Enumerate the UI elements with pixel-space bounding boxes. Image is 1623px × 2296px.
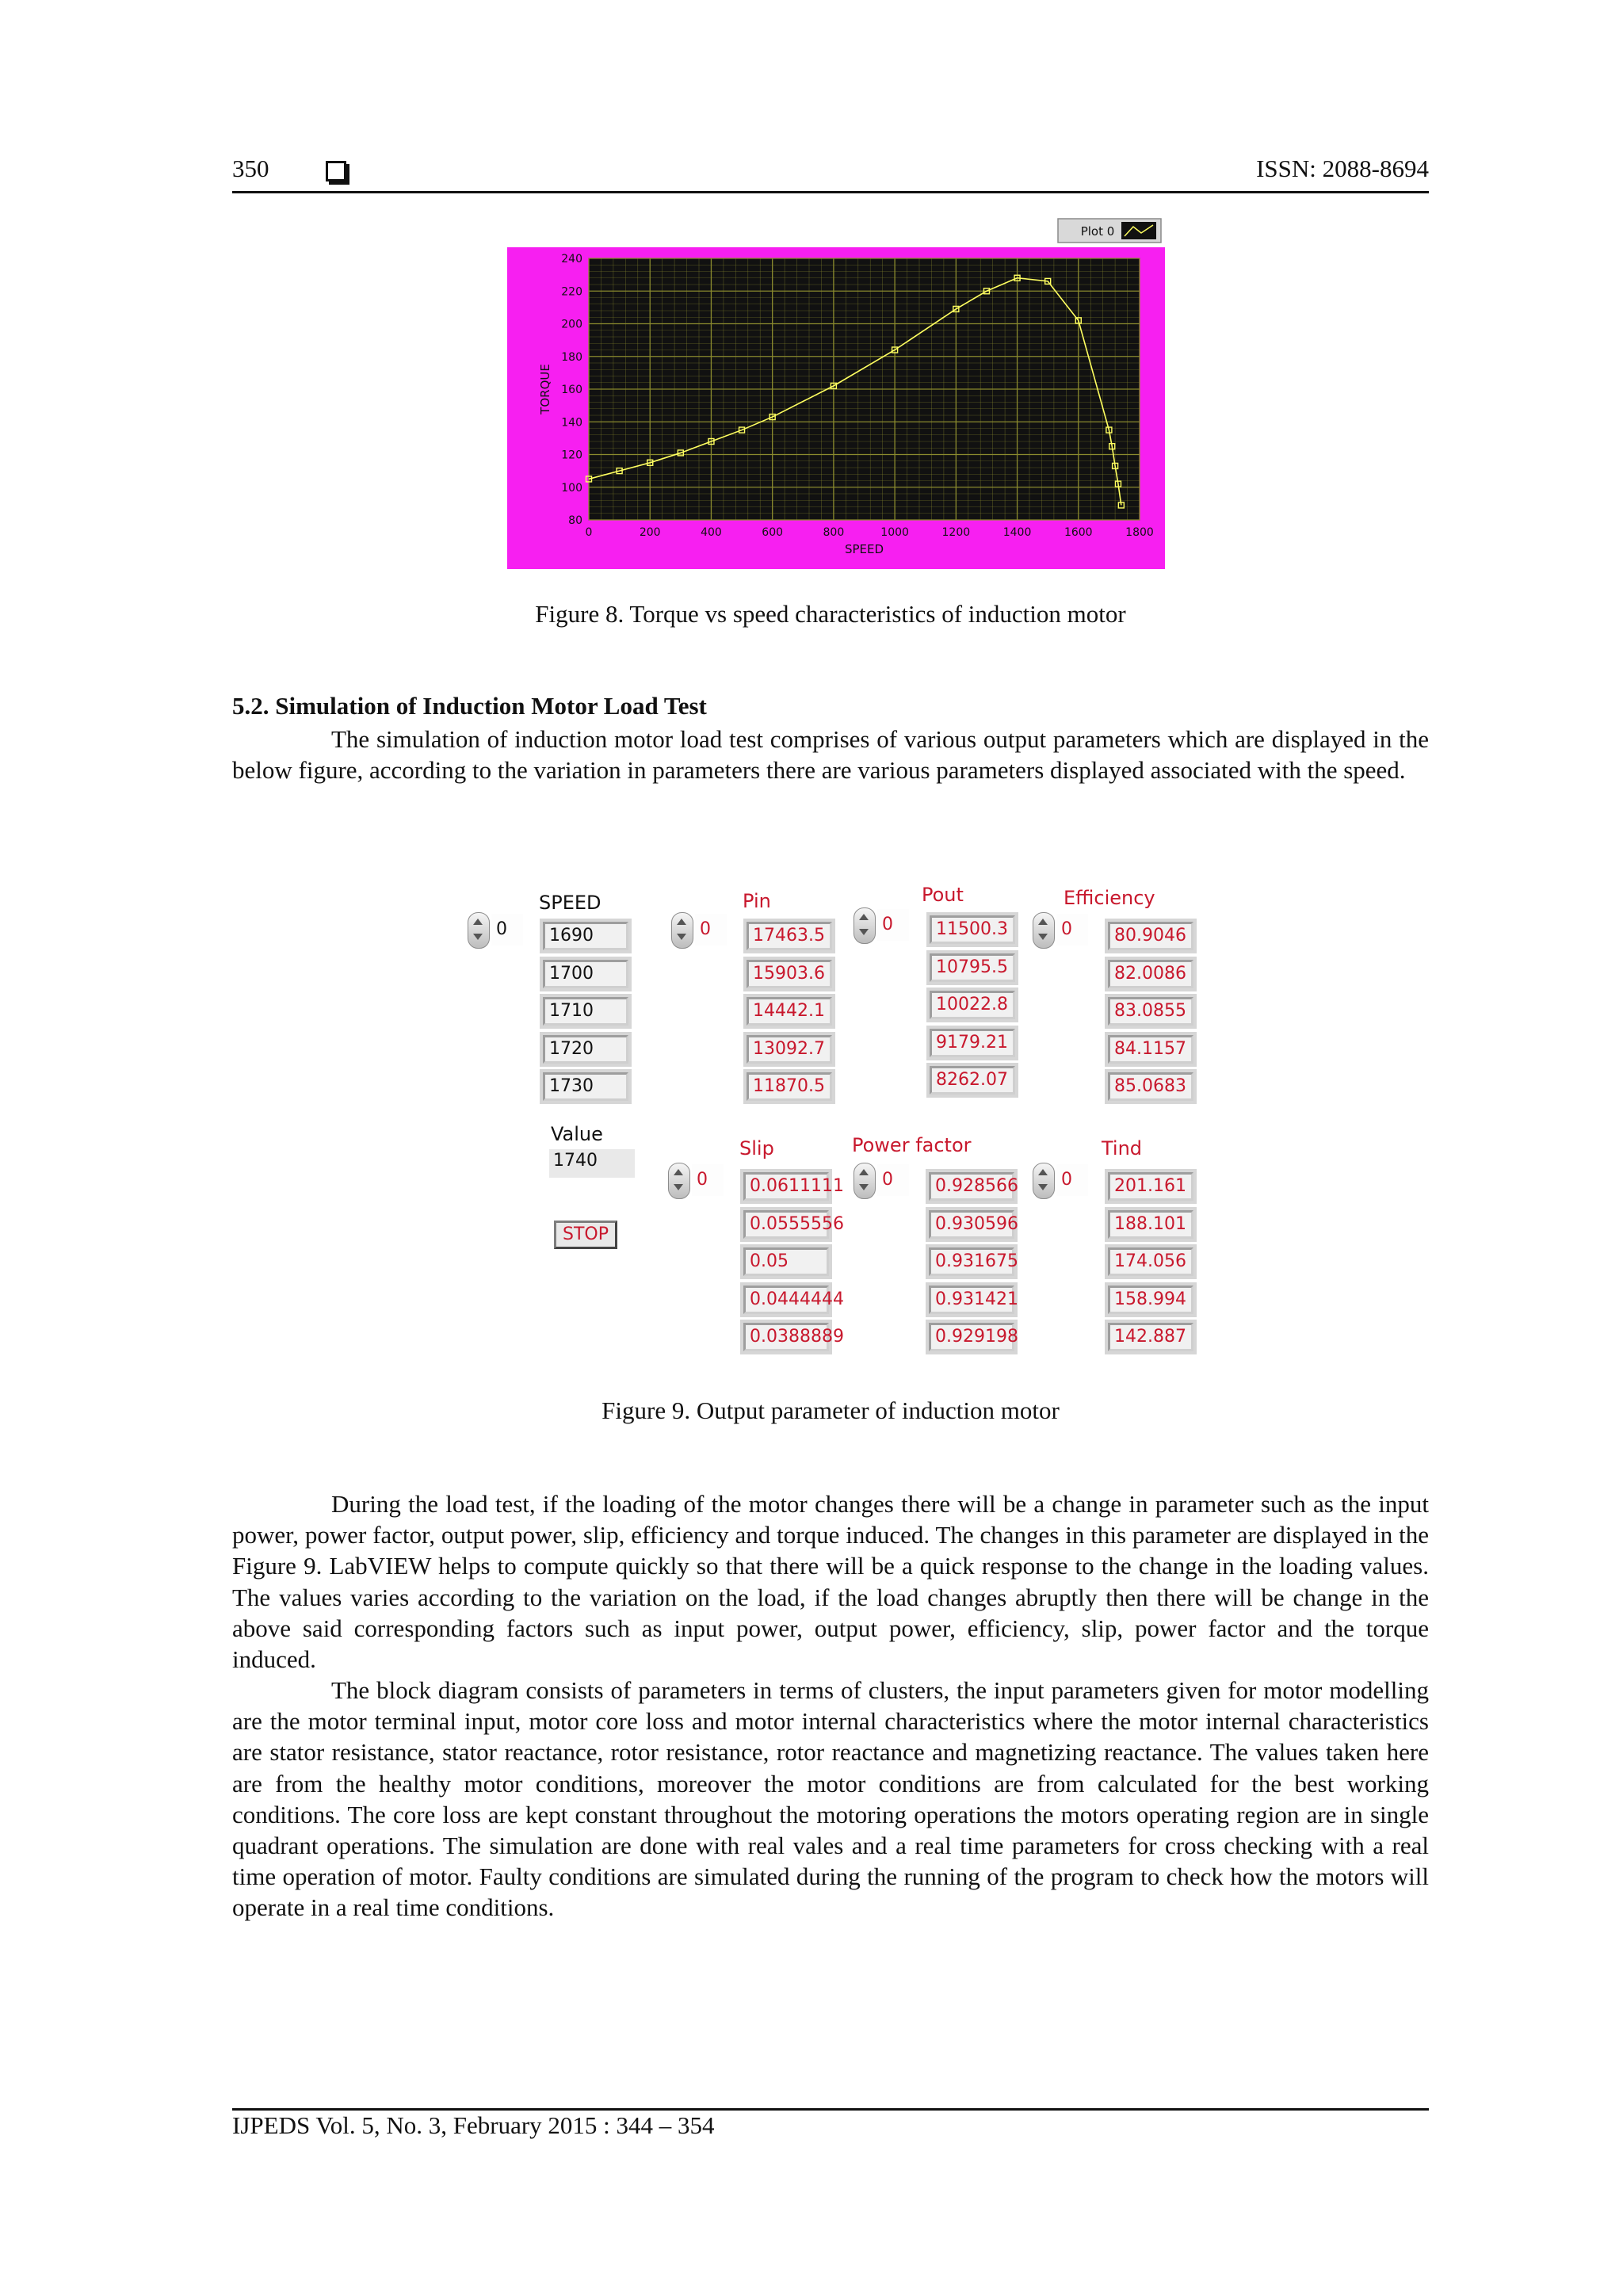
x-tick-label: 1000: [880, 526, 909, 539]
array-element: 15903.6: [747, 960, 832, 988]
y-tick-label: 200: [561, 318, 582, 331]
group-title-tind: Tind: [1102, 1137, 1143, 1159]
y-tick-label: 160: [561, 384, 582, 396]
torque-speed-chart: [507, 212, 1165, 569]
index-value[interactable]: 0: [1056, 914, 1088, 946]
array-element: 9179.21: [930, 1029, 1015, 1057]
arrow-up-icon[interactable]: [473, 919, 483, 925]
y-tick-label: 240: [561, 253, 582, 266]
array-element: 17463.5: [747, 922, 832, 950]
stop-button[interactable]: STOP: [554, 1221, 617, 1249]
body-paragraph-1: During the load test, if the loading of the motor changes there will be a change in parameter such as the input power, power factor, output power, slip, efficiency and torque induced. The changes in this parameter are displayed in the Figure 9. LabVIEW helps to compute quickly so that there will be a quick response to the change in the loading values. The values varies according to the variation on the load, if the load changes abruptly then there will be change in the above said corresponding factors such as input power, output power, efficiency, slip, power factor and the torque induced.: [232, 1490, 1429, 1674]
index-spinner[interactable]: [1033, 1163, 1056, 1199]
x-tick-label: 1800: [1125, 526, 1154, 539]
page-number: 350: [232, 155, 269, 182]
spinner-knob-icon: [1033, 912, 1055, 949]
array-element: 11870.5: [747, 1072, 832, 1101]
output-parameter-panel: [464, 876, 1201, 1363]
group-title-slip: Slip: [739, 1137, 774, 1159]
group-title-efficiency: Efficiency: [1064, 887, 1155, 909]
arrow-down-icon[interactable]: [859, 929, 869, 935]
arrow-down-icon[interactable]: [859, 1184, 869, 1190]
array-element: 13092.7: [747, 1035, 832, 1064]
y-tick-label: 140: [561, 416, 582, 430]
header-rule: [232, 191, 1429, 193]
arrow-up-icon[interactable]: [859, 1169, 869, 1175]
index-value[interactable]: 0: [491, 914, 523, 946]
array-element: 0.0388889: [743, 1323, 829, 1351]
array-element: 1690: [543, 922, 628, 950]
group-title-speed: SPEED: [539, 892, 601, 914]
index-spinner[interactable]: [854, 1163, 877, 1199]
arrow-down-icon[interactable]: [473, 934, 483, 940]
index-spinner[interactable]: [671, 912, 695, 949]
x-tick-label: 1600: [1064, 526, 1093, 539]
array-element: 0.0555556: [743, 1210, 829, 1239]
array-element: 0.929198: [929, 1323, 1014, 1351]
x-tick-label: 800: [823, 526, 845, 539]
value-display: 1740: [549, 1149, 635, 1178]
array-element: 14442.1: [747, 997, 832, 1026]
array-element: 0.931421: [929, 1286, 1014, 1314]
array-element: 1700: [543, 960, 628, 988]
array-element: 83.0855: [1108, 997, 1193, 1026]
array-element: 142.887: [1108, 1323, 1193, 1351]
array-element: 201.161: [1108, 1172, 1193, 1201]
arrow-down-icon[interactable]: [1038, 1184, 1048, 1190]
y-tick-label: 100: [561, 481, 582, 495]
x-tick-label: 200: [639, 526, 661, 539]
array-element: 11500.3: [930, 915, 1015, 944]
spinner-knob-icon: [854, 907, 876, 944]
spinner-knob-icon: [468, 912, 490, 949]
array-element: 0.928566: [929, 1172, 1014, 1201]
section-paragraph: The simulation of induction motor load test comprises of various output parameters which are displayed in the below figure, according to the variation in parameters there are various parameters displayed associated with the speed.: [232, 725, 1429, 785]
array-element: 188.101: [1108, 1210, 1193, 1239]
x-tick-label: 600: [762, 526, 784, 539]
footer-rule: [232, 2108, 1429, 2111]
group-title-power-factor: Power factor: [852, 1134, 972, 1156]
group-title-pin: Pin: [743, 890, 771, 912]
spinner-knob-icon: [671, 912, 693, 949]
index-spinner[interactable]: [1033, 912, 1056, 949]
arrow-up-icon[interactable]: [1038, 919, 1048, 925]
array-element: 1720: [543, 1035, 628, 1064]
array-element: 0.0444444: [743, 1286, 829, 1314]
footer-citation: IJPEDS Vol. 5, No. 3, February 2015 : 344 – 354: [232, 2111, 715, 2139]
array-element: 0.930596: [929, 1210, 1014, 1239]
array-element: 158.994: [1108, 1286, 1193, 1314]
array-element: 0.05: [743, 1247, 829, 1276]
spinner-knob-icon: [668, 1163, 690, 1199]
index-spinner[interactable]: [468, 912, 491, 949]
y-axis-label: TORQUE: [538, 364, 552, 415]
value-label: Value: [551, 1123, 603, 1145]
y-tick-label: 220: [561, 285, 582, 299]
x-tick-label: 1200: [941, 526, 971, 539]
x-tick-label: 1400: [1002, 526, 1032, 539]
array-element: 0.0611111: [743, 1172, 829, 1201]
array-element: 10022.8: [930, 991, 1015, 1019]
legend-label: Plot 0: [1080, 224, 1115, 239]
y-tick-label: 180: [561, 350, 582, 364]
array-element: 8262.07: [930, 1066, 1015, 1095]
arrow-down-icon[interactable]: [1038, 934, 1048, 940]
spinner-knob-icon: [1033, 1163, 1055, 1199]
checkbox-icon: [326, 161, 346, 181]
index-value[interactable]: 0: [877, 1164, 909, 1196]
array-element: 85.0683: [1108, 1072, 1193, 1101]
array-element: 10795.5: [930, 953, 1015, 982]
section-heading: 5.2. Simulation of Induction Motor Load Test: [232, 692, 707, 720]
figure8-caption: Figure 8. Torque vs speed characteristics of induction motor: [535, 600, 1126, 628]
body-paragraph-2: The block diagram consists of parameters in terms of clusters, the input parameters given for motor modelling are the motor terminal input, motor core loss and motor internal characteristics where the motor internal characteristics are stator resistance, stator reactance, rotor resistance, rotor reactance and magnetizing reactance. The values taken here are from the healthy motor conditions, moreover the motor conditions are from calculated for the best working conditions. The core loss are kept constant throughout the motoring operations the motors operating region are in single quadrant operations. The simulation are done with real vales and a real time parameters for cross checking with a real time operation of motor. Faulty conditions are simulated during the running of the program to check how the motors will operate in a real time conditions.: [232, 1676, 1429, 1922]
index-value[interactable]: 0: [877, 909, 909, 941]
arrow-up-icon[interactable]: [859, 914, 869, 920]
array-element: 82.0086: [1108, 960, 1193, 988]
array-element: 80.9046: [1108, 922, 1193, 950]
arrow-up-icon[interactable]: [677, 919, 686, 925]
x-tick-label: 400: [701, 526, 722, 539]
y-tick-label: 120: [561, 449, 582, 462]
issn: ISSN: 2088-8694: [1256, 155, 1429, 182]
y-tick-label: 80: [568, 514, 582, 527]
arrow-down-icon[interactable]: [677, 934, 686, 940]
index-spinner[interactable]: [668, 1163, 692, 1199]
index-spinner[interactable]: [854, 907, 877, 944]
x-tick-label: 0: [585, 526, 593, 539]
arrow-down-icon[interactable]: [674, 1184, 683, 1190]
array-element: 1730: [543, 1072, 628, 1101]
arrow-up-icon[interactable]: [674, 1169, 683, 1175]
group-title-pout: Pout: [922, 884, 964, 906]
index-value[interactable]: 0: [692, 1164, 724, 1196]
index-value[interactable]: 0: [1056, 1164, 1088, 1196]
array-element: 174.056: [1108, 1247, 1193, 1276]
figure9-caption: Figure 9. Output parameter of induction motor: [601, 1396, 1060, 1424]
spinner-knob-icon: [854, 1163, 876, 1199]
x-axis-label: SPEED: [844, 542, 884, 556]
array-element: 84.1157: [1108, 1035, 1193, 1064]
array-element: 1710: [543, 997, 628, 1026]
arrow-up-icon[interactable]: [1038, 1169, 1048, 1175]
array-element: 0.931675: [929, 1247, 1014, 1276]
index-value[interactable]: 0: [695, 914, 727, 946]
